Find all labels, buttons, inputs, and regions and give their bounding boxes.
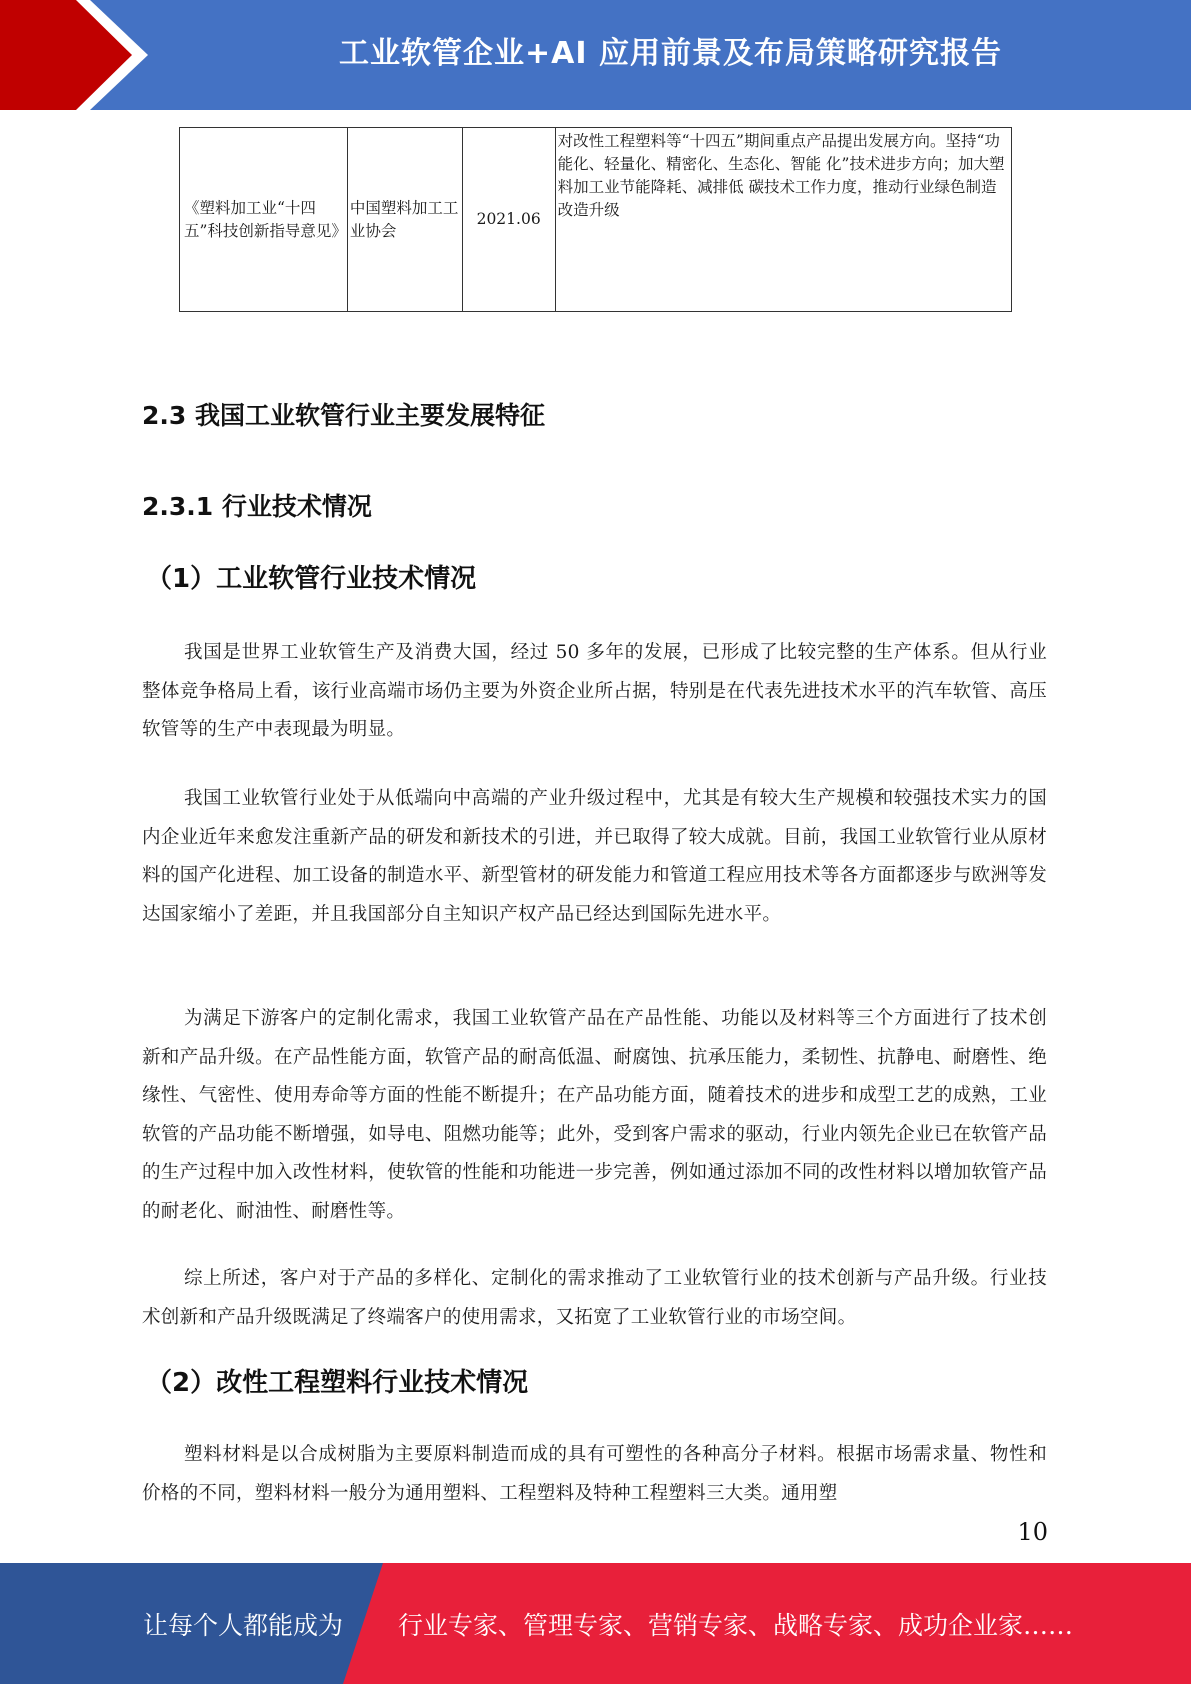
table-row <box>180 128 1012 312</box>
page-footer <box>0 1563 1191 1684</box>
paragraph-4: 综上所述，客户对于产品的多样化、定制化的需求推动了工业软管行业的技术创新与产品升级。行业技术创新和产品升级既满足了终端客户的使用需求，又拓宽了工业软管行业的市场空间。 <box>142 1268 1047 1328</box>
section-heading: 2.3 我国工业软管行业主要发展特征 <box>142 401 545 430</box>
paragraph-3: 为满足下游客户的定制化需求，我国工业软管产品在产品性能、功能以及材料等三个方面进行了技术创新和产品升级。在产品性能方面，软管产品的耐高低温、耐腐蚀、抗承压能力，柔韧性、抗静电、耐磨性、绝缘性、气密性、使用寿命等方面的性能不断提升；在产品功能方面，随着技术的进步和成型工艺的成熟，工业软管的产品功能不断增强，如导电、阻燃功能等；此外，受到客户需求的驱动，行业内领先企业已在软管产品的生产过程中加入改性材料，使软管的性能和功能进一步完善，例如通过添加不同的改性材料以增加软管产品的耐老化、耐油性、耐磨性等。 <box>142 1008 1047 1222</box>
page-header <box>0 0 1191 110</box>
policy-name-cell: 《塑料加工业“十四五”科技创新指导意见》 <box>180 128 348 312</box>
paragraph-1: 我国是世界工业软管生产及消费大国，经过 50 多年的发展，已形成了比较完整的生产体系。但从行业整体竞争格局上看，该行业高端市场仍主要为外资企业所占据，特别是在代表先进技术水平的汽车软管、高压软管等的生产中表现最为明显。 <box>142 642 1047 741</box>
subsection-heading: 2.3.1 行业技术情况 <box>142 492 372 521</box>
footer-slogan-right: 行业专家、管理专家、营销专家、战略专家、成功企业家…… <box>398 1610 1074 1640</box>
content-cell: 对改性工程塑料等“十四五”期间重点产品提出发展方向。坚持“功能化、轻量化、精密化、生态化、智能 化”技术进步方向；加大塑料加工业节能降耗、减排低 碳技术工作力度，推动行业绿色制造改造升级 <box>555 128 1011 312</box>
header-title: 工业软管企业+AI 应用前景及布局策略研究报告 <box>339 36 1002 71</box>
date-cell: 2021.06 <box>462 128 555 312</box>
sub-heading-plastics-tech: （2）改性工程塑料行业技术情况 <box>146 1368 529 1398</box>
paragraph-2: 我国工业软管行业处于从低端向中高端的产业升级过程中，尤其是有较大生产规模和较强技术实力的国内企业近年来愈发注重新产品的研发和新技术的引进，并已取得了较大成就。目前，我国工业软管行业从原材料的国产化进程、加工设备的制造水平、新型管材的研发能力和管道工程应用技术等各方面都逐步与欧洲等发达国家缩小了差距，并且我国部分自主知识产权产品已经达到国际先进水平。 <box>142 788 1047 925</box>
issuer-cell: 中国塑料加工工业协会 <box>347 128 462 312</box>
page-number: 10 <box>1017 1518 1048 1546</box>
paragraph-5: 塑料材料是以合成树脂为主要原料制造而成的具有可塑性的各种高分子材料。根据市场需求量、物性和价格的不同，塑料材料一般分为通用塑料、工程塑料及特种工程塑料三大类。通用塑 <box>142 1444 1047 1504</box>
footer-slogan-left: 让每个人都能成为 <box>143 1610 344 1640</box>
policy-table <box>179 127 1012 312</box>
sub-heading-hose-tech: （1）工业软管行业技术情况 <box>146 564 477 594</box>
